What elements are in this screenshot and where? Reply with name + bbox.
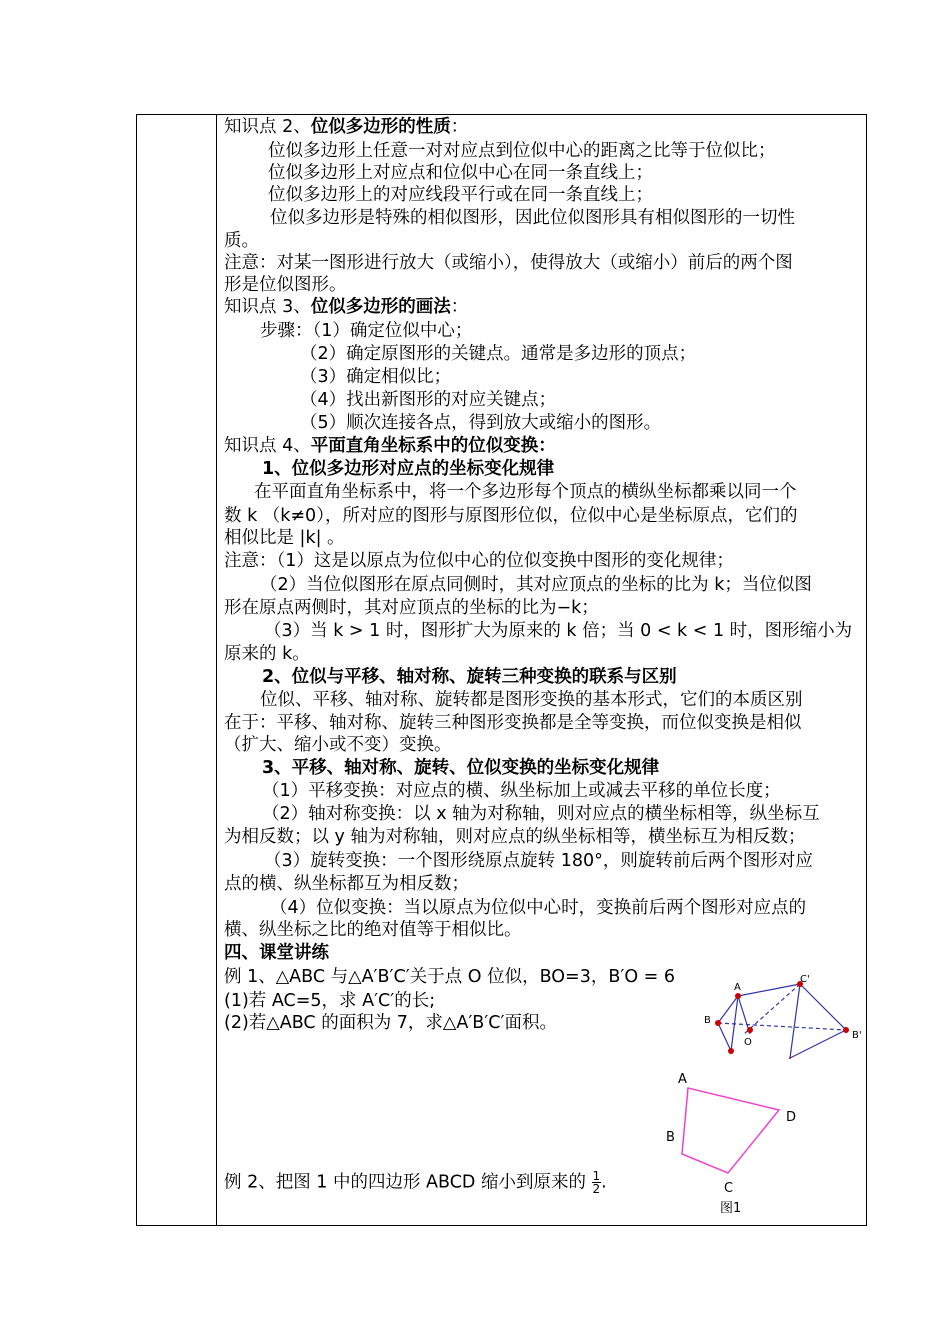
- kp4-h2: 2、位似与平移、轴对称、旋转三种变换的联系与区别: [262, 667, 677, 687]
- fraction-numerator: 1: [592, 1169, 601, 1183]
- kp3-title: 位似多边形的画法: [310, 297, 451, 317]
- label-c: C: [724, 1181, 734, 1196]
- point-c: [728, 1048, 734, 1054]
- kp3-step-2: （2）确定原图形的关键点。通常是多边形的顶点；: [300, 344, 697, 364]
- kp2-prefix: 知识点 2、: [224, 117, 311, 137]
- kp4-q1: 位似、平移、轴对称、旋转都是图形变换的基本形式，它们的本质区别: [260, 690, 803, 710]
- point-o: [747, 1027, 753, 1033]
- kp4-q3: （扩大、缩小或不变）变换。: [224, 735, 452, 755]
- homothety-figure: [700, 968, 870, 1078]
- kp4-title: 平面直角坐标系中的位似变换：: [310, 436, 556, 456]
- label-b: B: [704, 1015, 711, 1026]
- kp3-step-1: [260, 320, 472, 342]
- kp4-r1: （1）平移变换：对应点的横、纵坐标加上或减去平移的单位长度；: [262, 781, 781, 801]
- kp2-title: 位似多边形的性质: [310, 117, 451, 137]
- kp4-r3b: 点的横、纵坐标都互为相反数；: [224, 874, 469, 894]
- example-1-statement: 例 1、△ABC 与△A′B′C′关于点 O 位似，BO=3，B′O = 6: [224, 967, 676, 987]
- kp2-p4a: 位似多边形是特殊的相似图形，因此位似图形具有相似图形的一切性: [270, 208, 795, 228]
- column-divider: [216, 115, 217, 1225]
- kp4-p1b: 数 k （k≠0），所对应的图形与原图形位似，位似中心是坐标原点，它们的: [224, 506, 798, 526]
- fraction-denominator: 2: [592, 1182, 601, 1196]
- kp2-note-b: 形是位似图形。: [224, 275, 347, 295]
- ray-b-bp: [718, 1023, 846, 1030]
- label-a: A: [678, 1072, 687, 1087]
- figure-caption: 图1: [720, 1201, 742, 1216]
- label-b: B: [666, 1130, 675, 1145]
- label-c-prime: C': [800, 974, 810, 985]
- kp4-n2a: （2）当位似图形在原点同侧时，其对应顶点的坐标的比为 k；当位似图: [260, 575, 812, 595]
- kp2-colon: ：: [450, 117, 469, 137]
- kp4-n2b: 形在原点两侧时，其对应顶点的坐标的比为−k；: [224, 598, 599, 618]
- triangle-apbpcp: [790, 984, 846, 1058]
- kp2-heading: [224, 116, 468, 138]
- one-half-fraction: [592, 1170, 602, 1195]
- quadrilateral-abcd: [682, 1088, 779, 1173]
- kp3-prefix: 知识点 3、: [224, 297, 311, 317]
- kp4-n1: 注意：（1）这是以原点为位似中心的位似变换中图形的变化规律；: [224, 551, 734, 571]
- example-1-question-1: (1)若 AC=5，求 A′C′的长;: [224, 991, 436, 1011]
- kp4-r2a: （2）轴对称变换：以 x 轴为对称轴，则对应点的横坐标相等，纵坐标互: [262, 804, 820, 824]
- section-four-title: 四、课堂讲练: [224, 943, 329, 963]
- label-b-prime: B': [852, 1030, 862, 1041]
- example-2-end: .: [601, 1172, 607, 1193]
- kp4-r2b: 为相反数；以 y 轴为对称轴，则对应点的纵坐标相等，横坐标互为相反数；: [224, 827, 806, 847]
- example-2-text: 例 2、把图 1 中的四边形 ABCD 缩小到原来的: [224, 1172, 586, 1193]
- kp4-q2: 在于：平移、轴对称、旋转三种图形变换都是全等变换，而位似变换是相似: [224, 713, 802, 733]
- kp3-colon: ：: [450, 297, 469, 317]
- ray-line: [738, 984, 800, 996]
- kp3-heading: [224, 296, 468, 318]
- kp4-heading: [224, 435, 556, 457]
- kp4-r3a: （3）旋转变换：一个图形绕原点旋转 180°，则旋转前后两个图形对应: [264, 851, 813, 871]
- kp4-n3a: （3）当 k > 1 时，图形扩大为原来的 k 倍；当 0 < k < 1 时，图形缩小为: [264, 621, 853, 641]
- kp4-prefix: 知识点 4、: [224, 436, 311, 456]
- kp4-h3: 3、平移、轴对称、旋转、位似变换的坐标变化规律: [262, 758, 660, 778]
- point-b-prime: [843, 1027, 849, 1033]
- label-a: A: [734, 982, 741, 993]
- example-2-statement: [224, 1170, 607, 1195]
- kp4-r4b: 横、纵坐标之比的绝对值等于相似比。: [224, 920, 522, 940]
- point-a-prime: [789, 1057, 791, 1059]
- kp4-h1: 1、位似多边形对应点的坐标变化规律: [262, 459, 555, 479]
- point-a: [735, 993, 741, 999]
- kp2-note-a: 注意：对某一图形进行放大（或缩小），使得放大（或缩小）前后的两个图: [224, 253, 793, 273]
- kp3-step-3: （3）确定相似比；: [300, 367, 452, 387]
- kp2-p3: 位似多边形上的对应线段平行或在同一条直线上；: [268, 185, 653, 205]
- kp2-p1: 位似多边形上任意一对对应点到位似中心的距离之比等于位似比；: [268, 141, 776, 161]
- kp3-step-text: （1）确定位似中心；: [312, 321, 473, 341]
- kp4-r4a: （4）位似变换：当以原点为位似中心时，变换前后两个图形对应点的: [270, 898, 807, 918]
- figure-1: [660, 1066, 810, 1226]
- kp4-n3b: 原来的 k。: [224, 644, 310, 664]
- label-d: D: [786, 1110, 797, 1125]
- kp4-p1a: 在平面直角坐标系中，将一个多边形每个顶点的横纵坐标都乘以同一个: [254, 482, 797, 502]
- example-1-question-2: (2)若△ABC 的面积为 7，求△A′B′C′面积。: [224, 1013, 557, 1033]
- kp2-p4b: 质。: [224, 231, 259, 251]
- kp3-step-5: （5）顺次连接各点，得到放大或缩小的图形。: [300, 413, 662, 433]
- kp2-p2: 位似多边形上对应点和位似中心在同一条直线上；: [268, 163, 653, 183]
- label-o: O: [744, 1037, 752, 1048]
- point-b: [715, 1020, 721, 1026]
- kp4-p1c: 相似比是 |k| 。: [224, 528, 345, 548]
- kp3-step-4: （4）找出新图形的对应关键点；: [300, 390, 557, 410]
- kp3-steps-label: 步骤：: [260, 321, 313, 341]
